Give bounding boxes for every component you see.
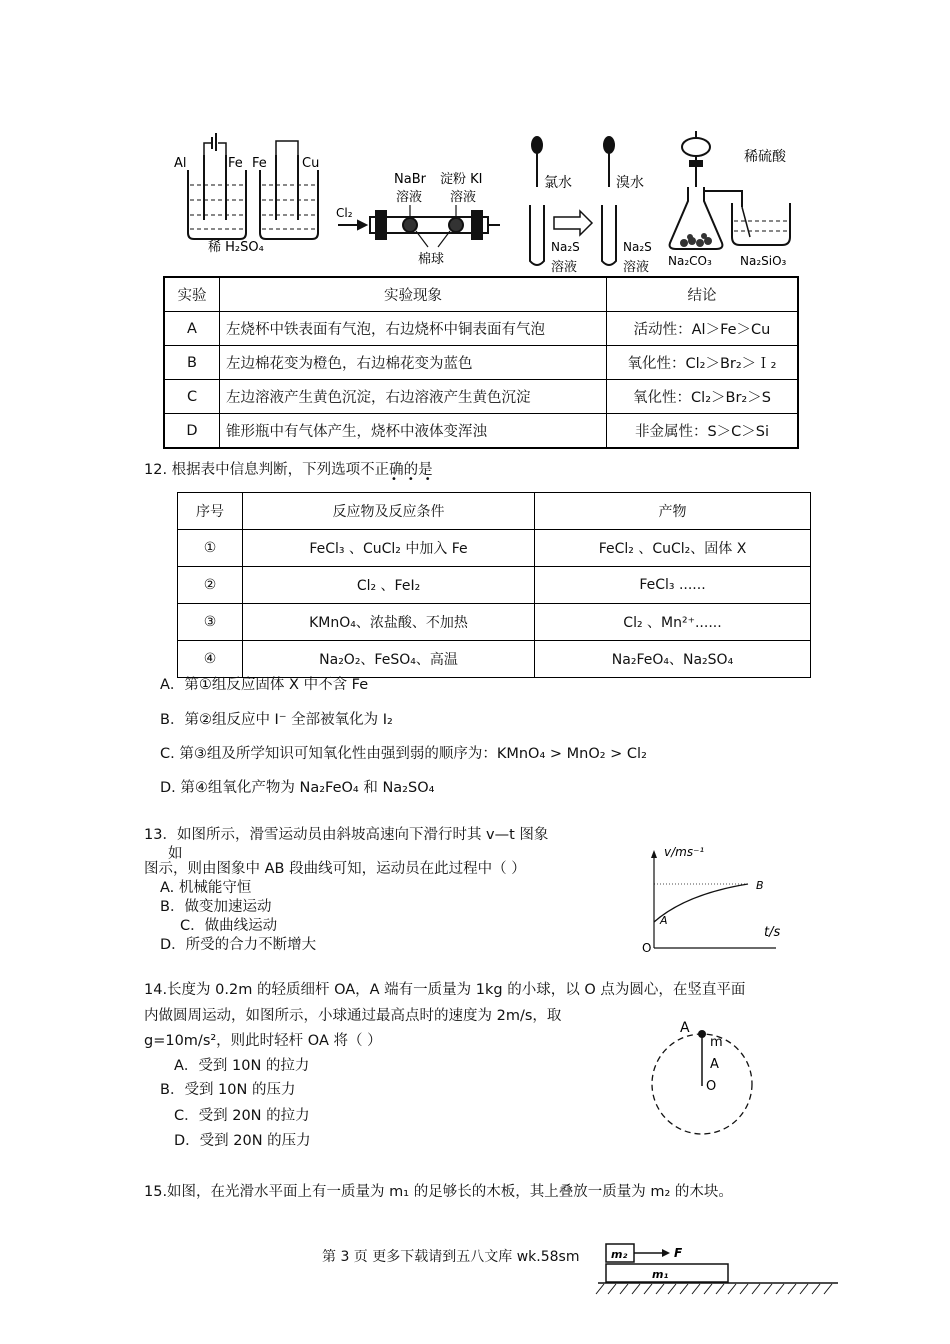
force-arrow-head-icon [662, 1249, 670, 1257]
label-m2: m₂ [611, 1248, 628, 1261]
q14-stem-line2: 内做圆周运动，如图所示，小球通过最高点时的速度为 2m/s，取 [144, 1008, 562, 1024]
q13-option-b: B．做变加速运动 [160, 899, 272, 915]
row-products: Na₂FeO₄、Na₂SO₄ [535, 641, 811, 678]
q12-option-a: A．第①组反应固体 X 中不含 Fe [160, 677, 369, 693]
label-m1: m₁ [652, 1268, 669, 1281]
label-o: O [706, 1079, 717, 1094]
label-nabr: NaBr [394, 172, 426, 187]
table-row [178, 641, 811, 678]
label-m: m [710, 1035, 723, 1050]
header-phenomenon: 实验现象 [220, 277, 607, 312]
table-row [178, 604, 811, 641]
row-reactants: FeCl₃ 、CuCl₂ 中加入 Fe [243, 530, 535, 567]
table-row [164, 414, 798, 449]
ground-hatching [596, 1284, 832, 1294]
label-ki: 淀粉 KI [440, 172, 483, 187]
header-reactants: 反应物及反应条件 [243, 493, 535, 530]
q14-option-a: A．受到 10N 的拉力 [174, 1058, 310, 1074]
circle-motion-figure [640, 1018, 770, 1140]
q12-option-d: D. 第④组氧化产物为 Na₂FeO₄ 和 Na₂SO₄ [160, 780, 435, 796]
label-na2sio3: Na₂SiO₃ [740, 254, 787, 268]
row-conclusion: 氧化性：Cl₂＞Br₂＞Ｉ₂ [607, 346, 799, 380]
y-axis-label: v/ms⁻¹ [664, 845, 705, 859]
label-na2s-2: Na₂S [623, 240, 652, 254]
q12-option-c: C. 第③组及所学知识可知氧化性由强到弱的顺序为：KMnO₄ > MnO₂ > Cl₂ [160, 746, 647, 762]
page-footer: 第 3 页 更多下载请到五八文库 wk.58sm [322, 1249, 580, 1265]
q13-stem-line2: 图示，则由图象中 AB 段曲线可知，运动员在此过程中（ ） [144, 861, 526, 877]
row-products: FeCl₂ 、CuCl₂、固体 X [535, 530, 811, 567]
ball [698, 1030, 706, 1038]
q13-option-a: A. 机械能守恒 [160, 880, 252, 896]
row-phenomenon: 左边溶液产生黄色沉淀，右边溶液产生黄色沉淀 [220, 380, 607, 414]
row-label: B [164, 346, 220, 380]
table-header-row [178, 493, 811, 530]
header-index: 序号 [178, 493, 243, 530]
q12-stem: 12. 根据表中信息判断，下列选项不正确的是 [144, 462, 433, 478]
table-row [164, 346, 798, 380]
q14-option-b: B．受到 10N 的压力 [160, 1082, 296, 1098]
label-al: Al [174, 156, 187, 171]
q13-option-c: C．做曲线运动 [180, 918, 278, 934]
q13-stem-line1: 13．如图所示，滑雪运动员由斜坡高速向下滑行时其 v—t 图象 [144, 827, 549, 843]
row-products: FeCl₃ ...... [535, 567, 811, 604]
x-axis-label: t/s [764, 925, 781, 940]
row-index: ② [178, 567, 243, 604]
row-label: A [164, 312, 220, 346]
table-row [164, 312, 798, 346]
label-nabr-sol: 溶液 [396, 190, 423, 205]
q15-stem: 15.如图，在光滑水平面上有一质量为 m₁ 的足够长的木板，其上叠放一质量为 m₂ 的木块。 [144, 1184, 733, 1200]
origin-label: O [642, 941, 652, 955]
row-phenomenon: 左烧杯中铁表面有气泡，右边烧杯中铜表面有气泡 [220, 312, 607, 346]
q14-stem-line3: g=10m/s²，则此时轻杆 OA 将（ ） [144, 1033, 382, 1049]
label-fe-a2: Fe [252, 156, 267, 171]
q12-option-b: B．第②组反应中 I⁻ 全部被氧化为 I₂ [160, 712, 393, 728]
label-cotton: 棉球 [418, 252, 445, 267]
row-index: ③ [178, 604, 243, 641]
vt-curve [654, 884, 748, 922]
block-board-figure [590, 1240, 842, 1304]
row-reactants: Na₂O₂、FeSO₄、高温 [243, 641, 535, 678]
point-a-label: A [660, 914, 668, 927]
row-conclusion: 氧化性：Cl₂＞Br₂＞S [607, 380, 799, 414]
row-reactants: Cl₂ 、FeI₂ [243, 567, 535, 604]
label-bromine-water: 溴水 [616, 175, 644, 191]
q13-option-d: D．所受的合力不断增大 [160, 937, 317, 953]
table-header-row [164, 277, 798, 312]
q14-option-d: D．受到 20N 的压力 [174, 1133, 311, 1149]
apparatus-a [188, 133, 318, 239]
label-f: F [674, 1246, 683, 1260]
apparatus-figure [160, 125, 810, 275]
q14-option-c: C．受到 20N 的拉力 [174, 1108, 310, 1124]
label-na2co3: Na₂CO₃ [668, 254, 712, 268]
label-dilute-h2so4: 稀硫酸 [744, 149, 786, 165]
point-b-label: B [756, 879, 764, 892]
table-row [164, 380, 798, 414]
header-products: 产物 [535, 493, 811, 530]
label-acid-a: 稀 H₂SO₄ [208, 240, 264, 255]
header-experiment: 实验 [164, 277, 220, 312]
row-conclusion: 活动性：Al＞Fe＞Cu [607, 312, 799, 346]
row-label: D [164, 414, 220, 449]
q13-stem-line1b: 如 [168, 846, 183, 862]
apparatus-b [338, 205, 500, 247]
label-cu: Cu [302, 156, 320, 171]
table-row [178, 530, 811, 567]
row-label: C [164, 380, 220, 414]
label-ki-sol: 溶液 [450, 190, 477, 205]
row-reactants: KMnO₄、浓盐酸、不加热 [243, 604, 535, 641]
label-a-top: A [680, 1020, 690, 1036]
label-na2s-sol-1: 溶液 [551, 260, 578, 275]
table-row [178, 567, 811, 604]
label-a-mid: A [710, 1057, 719, 1072]
label-na2s-sol-2: 溶液 [623, 260, 650, 275]
label-cl2: Cl₂ [336, 206, 353, 220]
label-na2s-1: Na₂S [551, 240, 580, 254]
header-conclusion: 结论 [607, 277, 799, 312]
row-conclusion: 非金属性：S＞C＞Si [607, 414, 799, 449]
row-phenomenon: 锥形瓶中有气体产生，烧杯中液体变浑浊 [220, 414, 607, 449]
na2co3-solid [680, 233, 712, 247]
row-products: Cl₂ 、Mn²⁺...... [535, 604, 811, 641]
label-chlorine-water: 氯水 [544, 175, 572, 191]
vt-graph [636, 838, 796, 958]
emphasis-dots: ••• [391, 474, 442, 485]
y-axis-arrow-icon [651, 850, 657, 858]
reaction-table [177, 492, 811, 678]
experiment-table [163, 276, 799, 449]
row-phenomenon: 左边棉花变为橙色，右边棉花变为蓝色 [220, 346, 607, 380]
label-fe-a1: Fe [228, 156, 243, 171]
row-index: ④ [178, 641, 243, 678]
row-index: ① [178, 530, 243, 567]
q14-stem-line1: 14.长度为 0.2m 的轻质细杆 OA，A 端有一质量为 1kg 的小球，以 O 点为圆心，在竖直平面 [144, 982, 746, 998]
